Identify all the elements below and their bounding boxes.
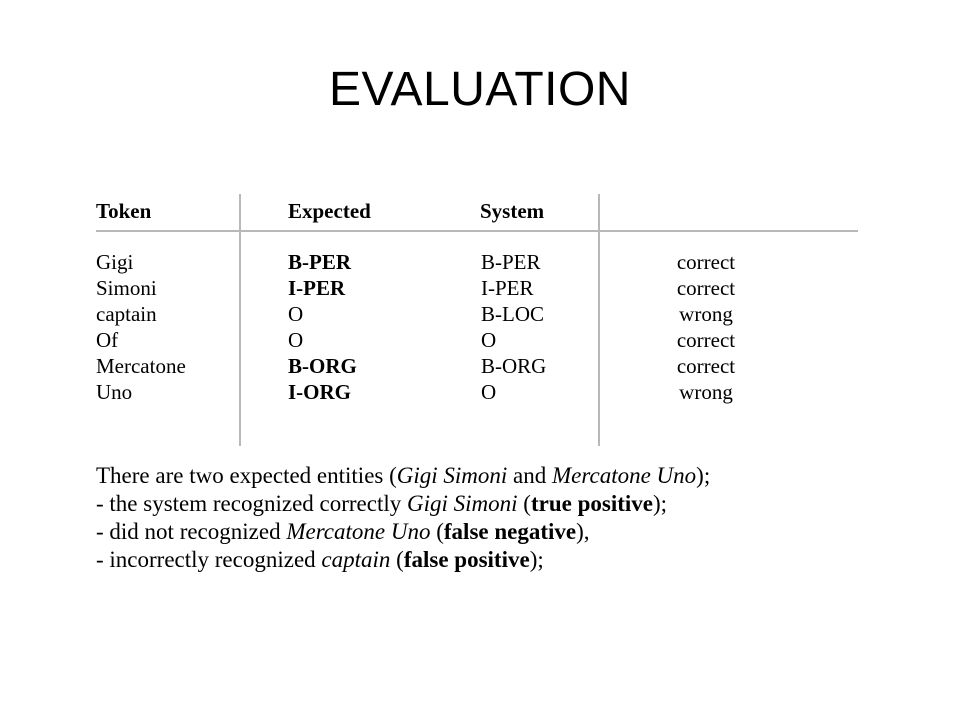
cell-result: correct bbox=[676, 250, 736, 274]
note-line-2 bbox=[96, 490, 876, 518]
evaluation-notes bbox=[96, 462, 876, 574]
note-text: ( bbox=[517, 491, 531, 516]
cell-system: B-ORG bbox=[481, 354, 547, 378]
note-entity: Gigi Simoni bbox=[396, 463, 508, 488]
note-line-3 bbox=[96, 518, 876, 546]
note-entity: Mercatone Uno bbox=[552, 463, 697, 488]
note-text: and bbox=[507, 463, 553, 488]
table-row bbox=[96, 275, 858, 301]
cell-token: Of bbox=[96, 328, 119, 352]
note-text: ); bbox=[696, 463, 711, 488]
cell-system: O bbox=[481, 380, 497, 404]
table-row bbox=[96, 249, 858, 275]
cell-result: correct bbox=[676, 328, 736, 352]
note-text: ( bbox=[390, 547, 404, 572]
cell-system: B-LOC bbox=[481, 302, 544, 326]
cell-expected: I-PER bbox=[288, 276, 346, 300]
note-entity: Mercatone Uno bbox=[286, 519, 431, 544]
header-expected: Expected bbox=[288, 199, 371, 223]
slide-title: EVALUATION bbox=[329, 63, 631, 116]
cell-expected: I-ORG bbox=[288, 380, 351, 404]
table-row bbox=[96, 379, 858, 405]
note-text: - incorrectly recognized bbox=[96, 547, 322, 572]
cell-expected: B-PER bbox=[288, 250, 351, 274]
header-system: System bbox=[480, 199, 545, 223]
note-text: There are two expected entities ( bbox=[96, 463, 397, 488]
note-text: ); bbox=[652, 491, 668, 516]
cell-system: B-PER bbox=[481, 250, 541, 274]
note-text: ), bbox=[576, 519, 590, 544]
cell-token: Uno bbox=[96, 380, 133, 404]
cell-result: correct bbox=[676, 354, 736, 378]
note-text: ); bbox=[529, 547, 544, 572]
note-text: - did not recognized bbox=[96, 519, 287, 544]
cell-system: O bbox=[481, 328, 497, 352]
cell-token: captain bbox=[96, 302, 157, 326]
table-body bbox=[96, 249, 858, 405]
note-entity: captain bbox=[321, 547, 391, 572]
table-divider-horizontal bbox=[96, 230, 858, 232]
note-entity: Gigi Simoni bbox=[407, 491, 518, 516]
cell-result: correct bbox=[676, 276, 736, 300]
cell-expected: B-ORG bbox=[288, 354, 357, 378]
table-row bbox=[96, 327, 858, 353]
note-line-4 bbox=[96, 546, 876, 574]
note-line-1 bbox=[96, 462, 876, 490]
cell-token: Mercatone bbox=[96, 354, 186, 378]
cell-expected: O bbox=[288, 302, 304, 326]
note-text: ( bbox=[430, 519, 444, 544]
header-token: Token bbox=[96, 199, 152, 223]
note-text: - the system recognized correctly bbox=[96, 491, 408, 516]
cell-result: wrong bbox=[679, 302, 733, 326]
cell-system: I-PER bbox=[481, 276, 534, 300]
cell-token: Simoni bbox=[96, 276, 157, 300]
note-term: false negative bbox=[443, 519, 577, 544]
evaluation-table bbox=[96, 194, 858, 446]
cell-expected: O bbox=[288, 328, 304, 352]
note-term: false positive bbox=[403, 547, 530, 572]
cell-token: Gigi bbox=[96, 250, 134, 274]
note-term: true positive bbox=[530, 491, 653, 516]
table-row bbox=[96, 353, 858, 379]
cell-result: wrong bbox=[679, 380, 733, 404]
table-row bbox=[96, 301, 858, 327]
